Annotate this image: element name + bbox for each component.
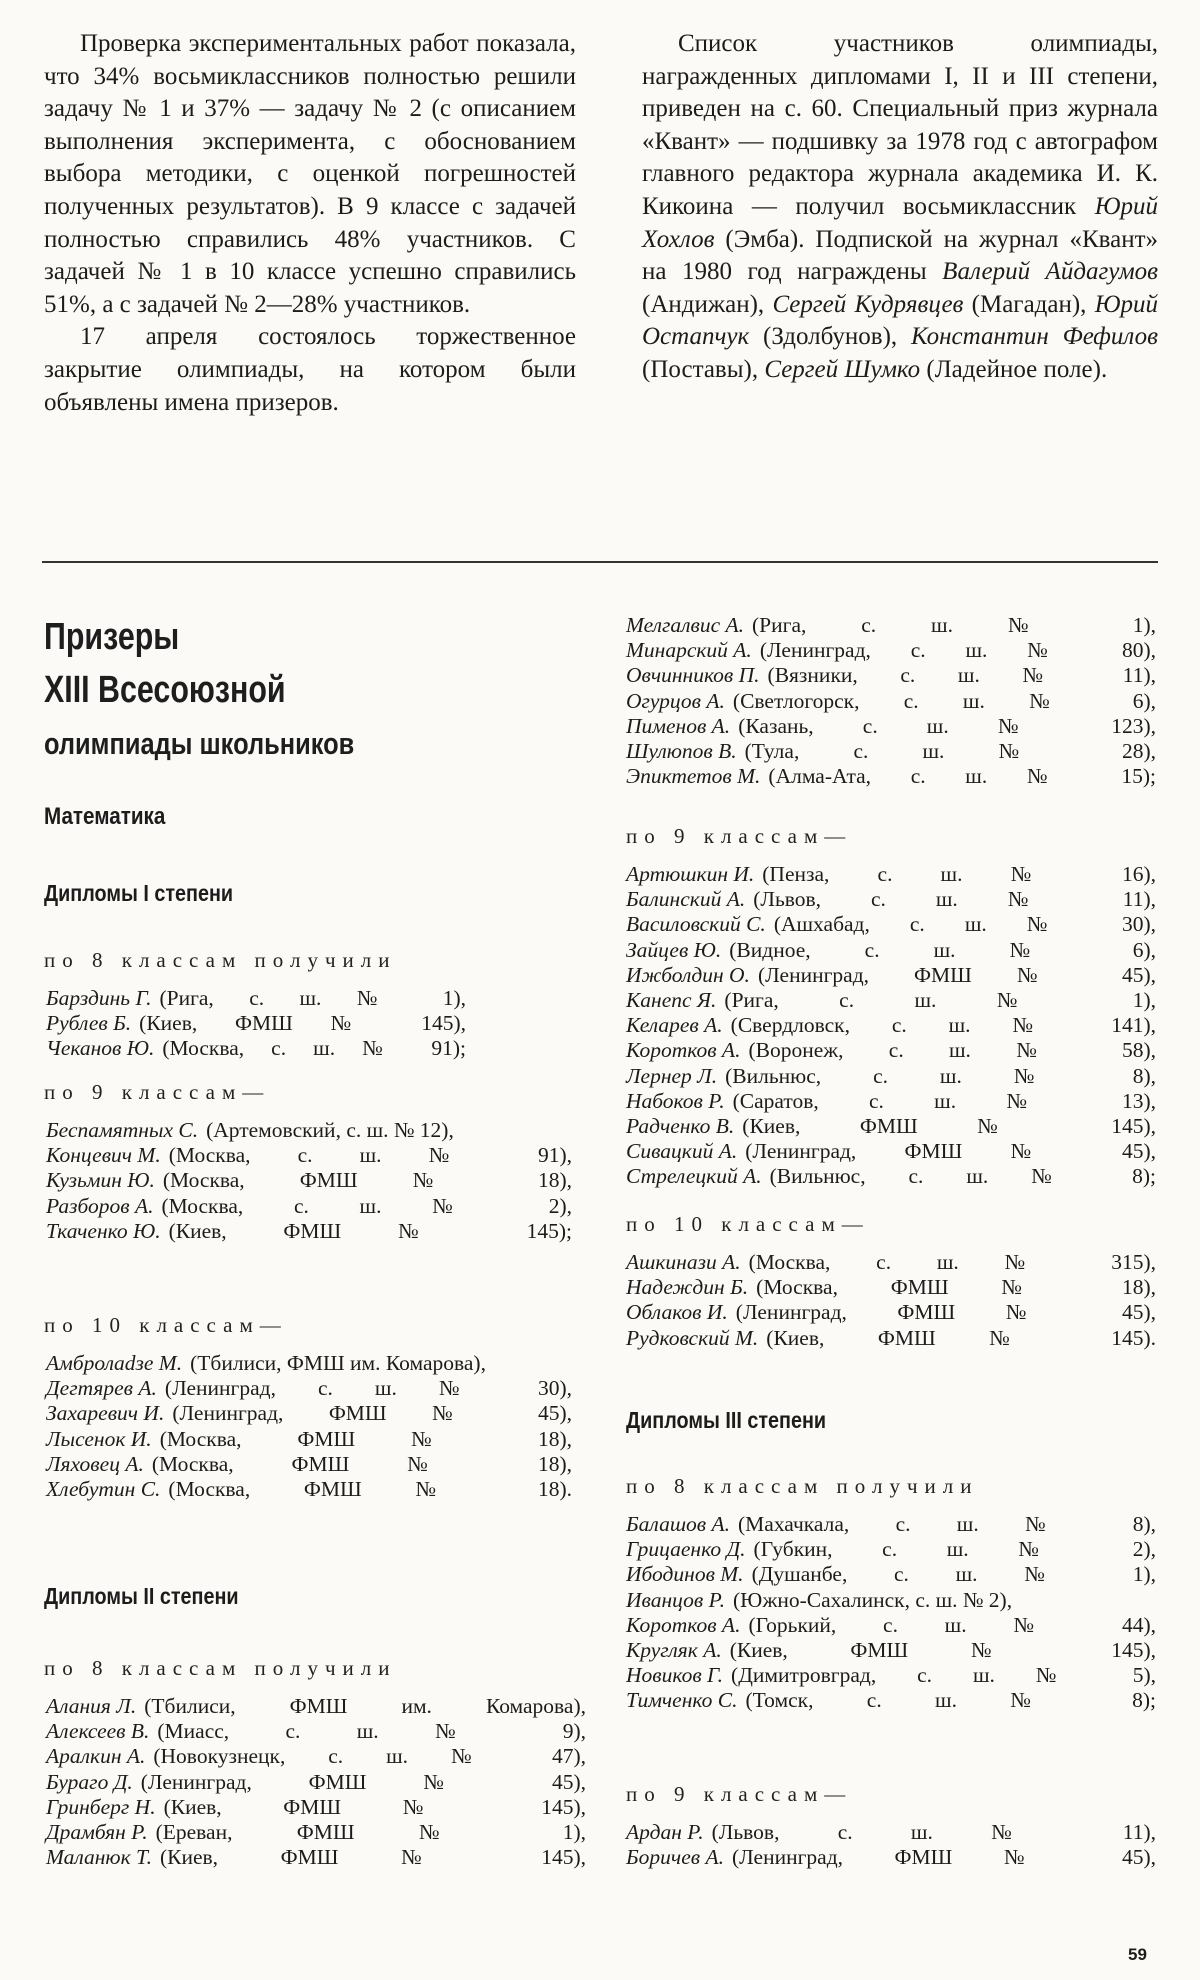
group-label: по 10 классам—: [44, 1313, 288, 1337]
winner-school: (Киев, ФМШ № 145).: [766, 1325, 1156, 1350]
winner-name: Набоков Р.: [626, 1088, 725, 1113]
winner-school: (Львов, с. ш. № 11),: [753, 887, 1156, 912]
awards-text-4: (Магадан),: [963, 290, 1095, 318]
winner-name: Рудковский М.: [626, 1325, 759, 1350]
subject-heading: Математика: [44, 803, 166, 830]
list-item: [626, 638, 1156, 663]
winner-school: (Артемовский, с. ш. № 12),: [206, 1118, 454, 1142]
list-item: [46, 1820, 586, 1845]
list-item: [626, 1114, 1156, 1139]
winner-name: Ашкинази А.: [626, 1250, 741, 1274]
prize-list: [626, 1820, 1156, 1870]
winner-school: (Димитровград, с. ш. № 5),: [731, 1663, 1156, 1688]
list-item: [626, 764, 1156, 789]
winner-name: Алексеев В.: [46, 1719, 150, 1744]
list-item: [46, 1401, 572, 1426]
list-item: [626, 739, 1156, 764]
list-item: [46, 1694, 586, 1719]
winner-name: Пименов А.: [626, 713, 731, 738]
winner-name: Иванцов Р.: [626, 1587, 725, 1612]
winner-name: Беспамятных С.: [46, 1118, 199, 1142]
list-item: [626, 1562, 1156, 1587]
winner-school: (Вильнюс, с. ш. № 8),: [725, 1063, 1156, 1088]
awards-paragraph: [642, 28, 1158, 387]
winner-name: Алания Л.: [46, 1694, 137, 1718]
winner-name: Концевич М.: [46, 1143, 161, 1168]
winner-school: (Саратов, с. ш. № 13),: [732, 1088, 1156, 1113]
winner-school: (Москва, с. ш. № 91),: [168, 1143, 572, 1168]
winner-name: Мелгалвис А.: [626, 613, 745, 637]
list-item: [626, 887, 1156, 912]
award-name: Валерий Айдагумов: [942, 258, 1159, 286]
winner-school: (Ленинград, ФМШ № 45),: [757, 962, 1156, 987]
diploma1-heading: Дипломы I степени: [44, 880, 234, 906]
prize-list: [626, 613, 1156, 789]
winner-school: (Ленинград, ФМШ № 45),: [172, 1401, 572, 1426]
award-name: Сергей Кудрявцев: [772, 290, 964, 318]
winner-name: Лернер Л.: [626, 1063, 718, 1088]
list-item: [46, 1194, 572, 1219]
list-item: [46, 986, 466, 1011]
group-label: по 9 классам—: [626, 824, 853, 848]
list-item: [626, 1038, 1156, 1063]
group-label: по 8 классам получили: [626, 1474, 979, 1498]
winner-school: (Казань, с. ш. № 123),: [738, 713, 1156, 738]
awards-text-1: Список участников олимпиады, награжденных дипломами I, II и III степени, приведен на с. 60. Специальный приз журнала «Квант» — подшивку за 1978 год с автографом главного редактора журнала академика И. К. Кикоина — получил восьмиклассник: [642, 30, 1158, 220]
title-line-2: XIII Всесоюзной: [44, 669, 286, 711]
title-line-3: олимпиады школьников: [44, 726, 355, 761]
winner-name: Хлебутин С.: [46, 1476, 161, 1501]
list-item: [626, 1820, 1156, 1845]
award-name: Константин Фефилов: [910, 323, 1158, 351]
list-item: [626, 1512, 1156, 1537]
winner-school: (Москва, с. ш. № 2),: [161, 1193, 572, 1218]
list-item: [626, 1275, 1156, 1300]
winner-school: (Киев, ФМШ № 145),: [742, 1113, 1156, 1138]
list-item: [626, 1588, 1156, 1613]
winner-name: Гринберг Н.: [46, 1794, 156, 1819]
list-item: [626, 988, 1156, 1013]
group-label: по 8 классам получили: [44, 948, 397, 972]
winner-name: Аралкин А.: [46, 1744, 146, 1769]
winner-name: Артюшкин И.: [626, 862, 755, 886]
winner-school: (Рига, с. ш. № 1),: [724, 987, 1156, 1012]
winner-school: (Миасс, с. ш. № 9),: [157, 1719, 586, 1744]
prize-list: [626, 1512, 1156, 1714]
winner-name: Радченко В.: [626, 1113, 735, 1138]
winner-school: (Вязники, с. ш. № 11),: [767, 663, 1156, 688]
list-item: [626, 714, 1156, 739]
winner-name: Коротков А.: [626, 1038, 741, 1063]
winner-school: (Москва, с. ш. № 315),: [748, 1250, 1156, 1274]
winner-name: Кузьмин Ю.: [46, 1168, 155, 1193]
award-name: Юрий Остапчук: [642, 290, 1158, 351]
winner-school: (Видное, с. ш. № 6),: [729, 937, 1156, 962]
prize-list: [46, 986, 466, 1062]
list-item: [46, 1143, 572, 1168]
awards-text-7: (Ладейное поле).: [920, 355, 1108, 383]
winner-school: (Южно-Сахалинск, с. ш. № 2),: [732, 1587, 1013, 1612]
list-item: [46, 1845, 586, 1870]
winner-school: (Душанбе, с. ш. № 1),: [751, 1562, 1156, 1587]
winner-name: Захаревич И.: [46, 1401, 165, 1426]
list-item: [626, 862, 1156, 887]
winner-name: Барздинь Г.: [46, 986, 152, 1010]
list-item: [626, 1688, 1156, 1713]
list-item: [46, 1452, 572, 1477]
winner-name: Драмбян Р.: [46, 1819, 148, 1844]
list-item: [626, 1013, 1156, 1038]
list-item: [626, 1638, 1156, 1663]
winner-school: (Губкин, с. ш. № 2),: [753, 1537, 1156, 1562]
awards-text-2: (Эмба). Подпиской на журнал «Квант» на 1980 год награждены: [642, 225, 1158, 286]
winner-name: Надеждин Б.: [626, 1275, 749, 1300]
diploma2-heading: Дипломы II степени: [44, 1583, 239, 1609]
list-item: [626, 1663, 1156, 1688]
winner-name: Минарский А.: [626, 638, 752, 663]
award-name: Сергей Шумко: [764, 355, 921, 383]
winner-school: (Москва, ФМШ № 18),: [756, 1275, 1156, 1300]
list-item: [626, 613, 1156, 638]
list-item: [46, 1744, 586, 1769]
list-item: [626, 912, 1156, 937]
winner-name: Канепс Я.: [626, 987, 717, 1012]
intro-paragraph-1: Проверка экспериментальных работ показала, что 34% восьмиклассников полностью решили задачу № 1 и 37% — задачу № 2 (с описанием выполнения эксперимента, с обоснованием выбора методики, с оценкой погрешностей полученных результатов). В 9 классе с задачей полностью справились 48% участников. С задачей № 1 в 10 классе успешно справились 51%, а с задачей № 2—28% участников.: [44, 30, 576, 318]
winner-school: (Киев, ФМШ № 145),: [163, 1794, 586, 1819]
prize-list: [46, 1694, 586, 1870]
list-item: [626, 1537, 1156, 1562]
winner-name: Келарев А.: [626, 1013, 723, 1038]
winner-school: (Киев, ФМШ № 145),: [159, 1845, 586, 1870]
list-item: [46, 1351, 572, 1376]
winner-school: (Рига, с. ш. № 1),: [159, 986, 466, 1010]
winner-name: Грицаенко Д.: [626, 1537, 746, 1562]
prize-list: [46, 1351, 572, 1502]
winner-name: Боричев А.: [626, 1845, 724, 1870]
list-item: [626, 1139, 1156, 1164]
list-item: [626, 1326, 1156, 1351]
winner-name: Овчинников П.: [626, 663, 760, 688]
winner-name: Эпиктетов М.: [626, 764, 761, 789]
page-number: 59: [1128, 1945, 1147, 1964]
list-item: [46, 1477, 572, 1502]
list-item: [46, 1168, 572, 1193]
winner-name: Рублев Б.: [46, 1011, 132, 1036]
winner-name: Маланюк Т.: [46, 1845, 152, 1870]
winner-school: (Светлогорск, с. ш. № 6),: [732, 688, 1156, 713]
winner-name: Василовский С.: [626, 912, 766, 937]
group-label: по 9 классам—: [44, 1080, 271, 1104]
winner-name: Чеканов Ю.: [46, 1036, 155, 1061]
list-item: [46, 1376, 572, 1401]
winner-school: (Тула, с. ш. № 28),: [744, 738, 1156, 763]
winner-school: (Махачкала, с. ш. № 8),: [738, 1512, 1156, 1536]
winner-name: Сивацкий А.: [626, 1139, 738, 1164]
winner-name: Разборов А.: [46, 1193, 154, 1218]
intro-paragraph-2: 17 апреля состоялось торжественное закрытие олимпиады, на котором были объявлены имена призеров.: [44, 323, 576, 416]
awards-text-6: (Поставы),: [642, 355, 765, 383]
winner-school: (Ленинград, ФМШ № 45),: [745, 1139, 1156, 1164]
list-item: [46, 1770, 586, 1795]
section-divider: [42, 561, 1158, 563]
group-label: по 8 классам получили: [44, 1656, 397, 1680]
awards-text-3: (Андижан),: [642, 290, 773, 318]
winner-school: (Рига, с. ш. № 1),: [752, 613, 1156, 637]
awards-text-5: (Здолбунов),: [749, 323, 911, 351]
winner-name: Ибодинов М.: [626, 1562, 744, 1587]
title-line-1: Призеры: [44, 616, 180, 658]
winner-school: (Ленинград, с. ш. № 80),: [759, 638, 1156, 663]
winner-school: (Киев, ФМШ № 145),: [139, 1011, 466, 1036]
winner-school: (Воронеж, с. ш. № 58),: [748, 1038, 1156, 1063]
winner-school: (Москва, ФМШ № 18).: [168, 1476, 572, 1501]
winner-school: (Москва, ФМШ № 18),: [159, 1426, 572, 1451]
diploma3-heading: Дипломы III степени: [626, 1407, 827, 1433]
winner-school: (Киев, ФМШ № 145),: [729, 1637, 1156, 1662]
intro-right-column: [642, 28, 1158, 387]
winner-name: Ардан Р.: [626, 1820, 704, 1844]
list-item: [46, 1036, 466, 1061]
winner-school: (Москва, с. ш. № 91);: [162, 1036, 466, 1061]
winner-name: Новиков Г.: [626, 1663, 724, 1688]
winner-school: (Ашхабад, с. ш. № 30),: [773, 912, 1156, 937]
winner-school: (Ленинград, с. ш. № 30),: [164, 1376, 572, 1401]
group-label: по 9 классам—: [626, 1782, 853, 1806]
list-item: [626, 1164, 1156, 1189]
winner-name: Дегтярев А.: [46, 1376, 157, 1401]
winner-name: Стрелецкий А.: [626, 1164, 762, 1189]
list-item: [626, 1250, 1156, 1275]
winner-name: Ижболдин О.: [626, 962, 750, 987]
list-item: [626, 1064, 1156, 1089]
winner-name: Балашов А.: [626, 1512, 731, 1536]
prize-list: [626, 1250, 1156, 1351]
list-item: [46, 1719, 586, 1744]
winner-school: (Ленинград, ФМШ № 45),: [731, 1845, 1156, 1870]
list-item: [626, 1300, 1156, 1325]
winner-name: Амбролadзе М.: [46, 1351, 183, 1375]
list-item: [626, 963, 1156, 988]
winner-name: Тимченко С.: [626, 1688, 738, 1713]
list-item: [46, 1219, 572, 1244]
prize-list: [626, 862, 1156, 1189]
winner-name: Коротков А.: [626, 1612, 741, 1637]
winner-school: (Новокузнецк, с. ш. № 47),: [153, 1744, 586, 1769]
winner-name: Кругляк А.: [626, 1637, 722, 1662]
list-item: [626, 1613, 1156, 1638]
list-item: [626, 1089, 1156, 1114]
prize-list: [46, 1118, 572, 1244]
list-item: [626, 938, 1156, 963]
group-label: по 10 классам—: [626, 1212, 870, 1236]
intro-left-column: [44, 28, 576, 419]
winner-school: (Вильнюс, с. ш. № 8);: [769, 1164, 1156, 1189]
winner-school: (Ленинград, ФМШ № 45),: [140, 1769, 586, 1794]
page-title: [44, 612, 564, 770]
winner-name: Облаков И.: [626, 1300, 728, 1325]
list-item: [626, 663, 1156, 688]
award-name: Юрий Хохлов: [642, 192, 1158, 253]
winner-school: (Алма-Ата, с. ш. № 15);: [768, 764, 1156, 789]
list-item: [626, 689, 1156, 714]
winner-school: (Горький, с. ш. № 44),: [748, 1612, 1156, 1637]
winner-school: (Пенза, с. ш. № 16),: [762, 862, 1156, 886]
winner-name: Лысенок И.: [46, 1426, 152, 1451]
winner-school: (Ленинград, ФМШ № 45),: [735, 1300, 1156, 1325]
list-item: [46, 1118, 572, 1143]
list-item: [46, 1427, 572, 1452]
winner-name: Огурцов А.: [626, 688, 725, 713]
winner-name: Зайцев Ю.: [626, 937, 722, 962]
winner-school: (Киев, ФМШ № 145);: [168, 1218, 572, 1243]
winner-school: (Москва, ФМШ № 18),: [151, 1451, 572, 1476]
winner-school: (Свердловск, с. ш. № 141),: [730, 1013, 1156, 1038]
winner-school: (Тбилиси, ФМШ им. Комарова),: [190, 1351, 486, 1375]
winner-name: Балинский А.: [626, 887, 746, 912]
winner-name: Ткаченко Ю.: [46, 1218, 161, 1243]
list-item: [46, 1795, 586, 1820]
winner-school: (Ереван, ФМШ № 1),: [155, 1819, 586, 1844]
list-item: [626, 1845, 1156, 1870]
winner-name: Шулюпов В.: [626, 738, 737, 763]
winner-school: (Тбилиси, ФМШ им. Комарова),: [144, 1694, 586, 1718]
winner-school: (Москва, ФМШ № 18),: [162, 1168, 572, 1193]
winner-school: (Львов, с. ш. № 11),: [711, 1820, 1156, 1844]
list-item: [46, 1011, 466, 1036]
winner-school: (Томск, с. ш. № 8);: [745, 1688, 1156, 1713]
winner-name: Ляховец А.: [46, 1451, 144, 1476]
winner-name: Бураго Д.: [46, 1769, 133, 1794]
